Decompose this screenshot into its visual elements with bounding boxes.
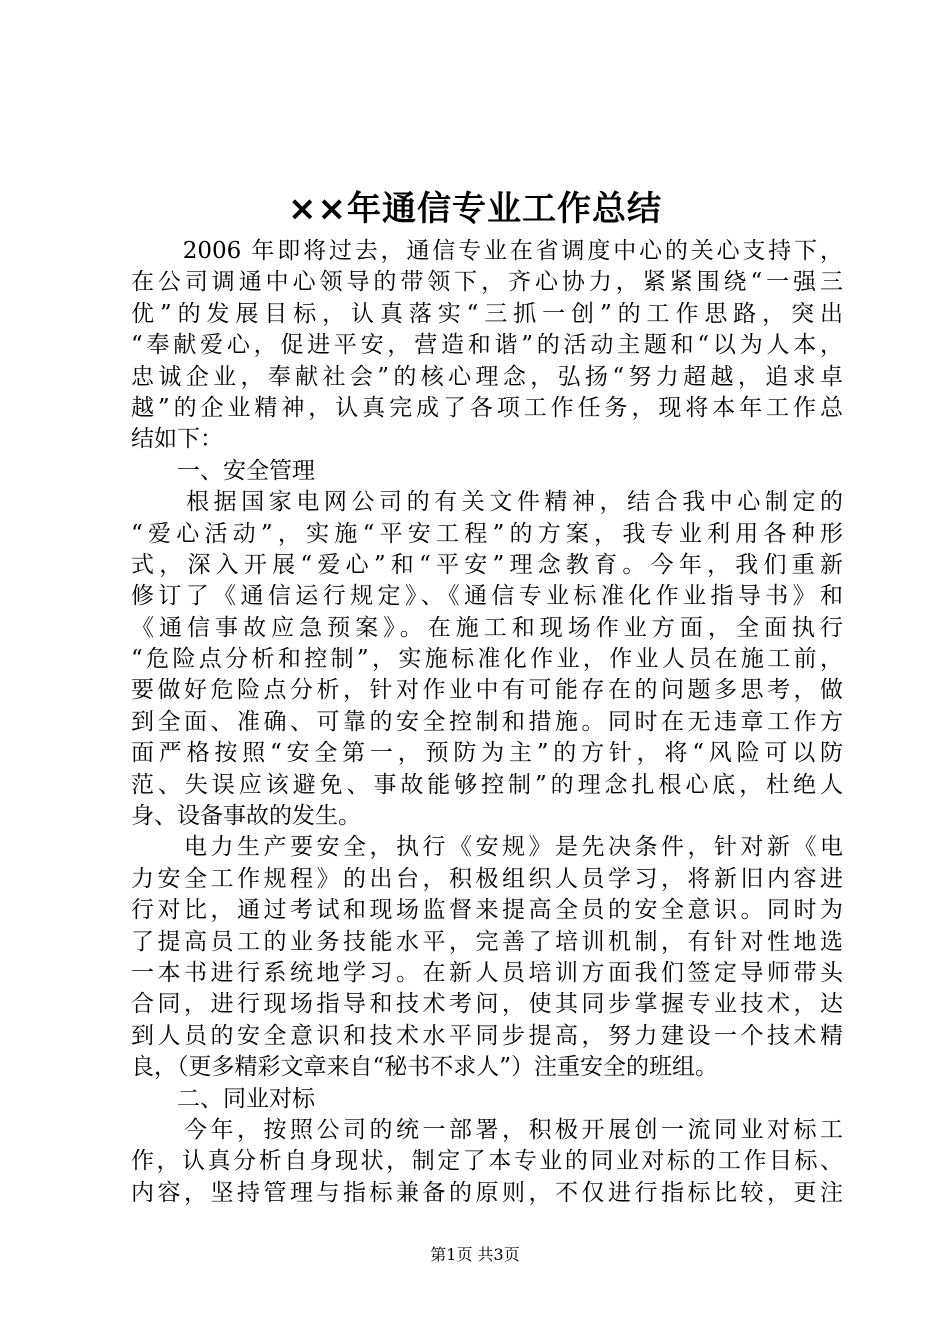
- document-title: ××年通信专业工作总结: [288, 189, 662, 229]
- text-line: “危险点分析和控制”，实施标准化作业，作业人员在施工前，: [131, 646, 843, 673]
- text-line: 要做好危险点分析，针对作业中有可能存在的问题多思考，做: [131, 677, 843, 704]
- text-line: 优”的发展目标，认真落实“三抓一创”的工作思路，突出: [131, 300, 843, 327]
- text-line: 作，认真分析自身现状，制定了本专业的同业对标的工作目标、: [131, 1148, 843, 1175]
- text-line: “奉献爱心，促进平安，营造和谐”的活动主题和“以为人本，: [131, 332, 843, 359]
- page-footer: 第1页 共3页: [430, 1245, 520, 1264]
- text-line: 式，深入开展“爱心”和“平安”理念教育。今年，我们重新: [131, 551, 843, 578]
- text-line: 2006 年即将过去，通信专业在省调度中心的关心支持下，: [131, 238, 843, 264]
- text-line: 一本书进行系统地学习。在新人员培训方面我们签定导师带头: [131, 959, 843, 986]
- text-line: 范、失误应该避免、事故能够控制”的理念扎根心底，杜绝人: [131, 771, 843, 798]
- text-line: 电力生产要安全，执行《安规》是先决条件，针对新《电: [131, 834, 843, 861]
- text-line: 到人员的安全意识和技术水平同步提高，努力建设一个技术精: [131, 1022, 843, 1049]
- text-line: 身、设备事故的发生。: [131, 803, 361, 830]
- text-line: 到全面、准确、可靠的安全控制和措施。同时在无违章工作方: [131, 708, 843, 735]
- text-line: “爱心活动”，实施“平安工程”的方案，我专业利用各种形: [131, 520, 843, 547]
- text-line: 今年，按照公司的统一部署，积极开展创一流同业对标工: [131, 1116, 843, 1143]
- text-line: 忠诚企业，奉献社会”的核心理念，弘扬“努力超越，追求卓: [131, 363, 843, 390]
- text-line: 越”的企业精神，认真完成了各项工作任务，现将本年工作总: [131, 394, 843, 421]
- text-line: 根据国家电网公司的有关文件精神，结合我中心制定的: [131, 489, 843, 516]
- text-line: 修订了《通信运行规定》、《通信专业标准化作业指导书》和: [131, 583, 843, 610]
- text-line: 内容，坚持管理与指标兼备的原则，不仅进行指标比较，更注: [131, 1179, 843, 1206]
- text-line: 一、安全管理: [131, 457, 315, 484]
- text-line: 合同，进行现场指导和技术考问，使其同步掌握专业技术，达: [131, 991, 843, 1018]
- text-line: 行对比，通过考试和现场监督来提高全员的安全意识。同时为: [131, 897, 843, 924]
- text-line: 面严格按照“安全第一，预防为主”的方针，将“风险可以防: [131, 740, 843, 767]
- text-line: 力安全工作规程》的出台，积极组织人员学习，将新旧内容进: [131, 865, 843, 892]
- text-line: 结如下：: [131, 426, 223, 453]
- text-line: 在公司调通中心领导的带领下，齐心协力，紧紧围绕“一强三: [131, 269, 843, 296]
- text-line: 良，（更多精彩文章来自“秘书不求人”）注重安全的班组。: [131, 1054, 719, 1081]
- text-line: 了提高员工的业务技能水平，完善了培训机制，有针对性地选: [131, 928, 843, 955]
- text-line: 《通信事故应急预案》。在施工和现场作业方面，全面执行: [131, 614, 843, 641]
- document-body: [131, 236, 843, 1209]
- text-line: 二、同业对标: [131, 1085, 315, 1112]
